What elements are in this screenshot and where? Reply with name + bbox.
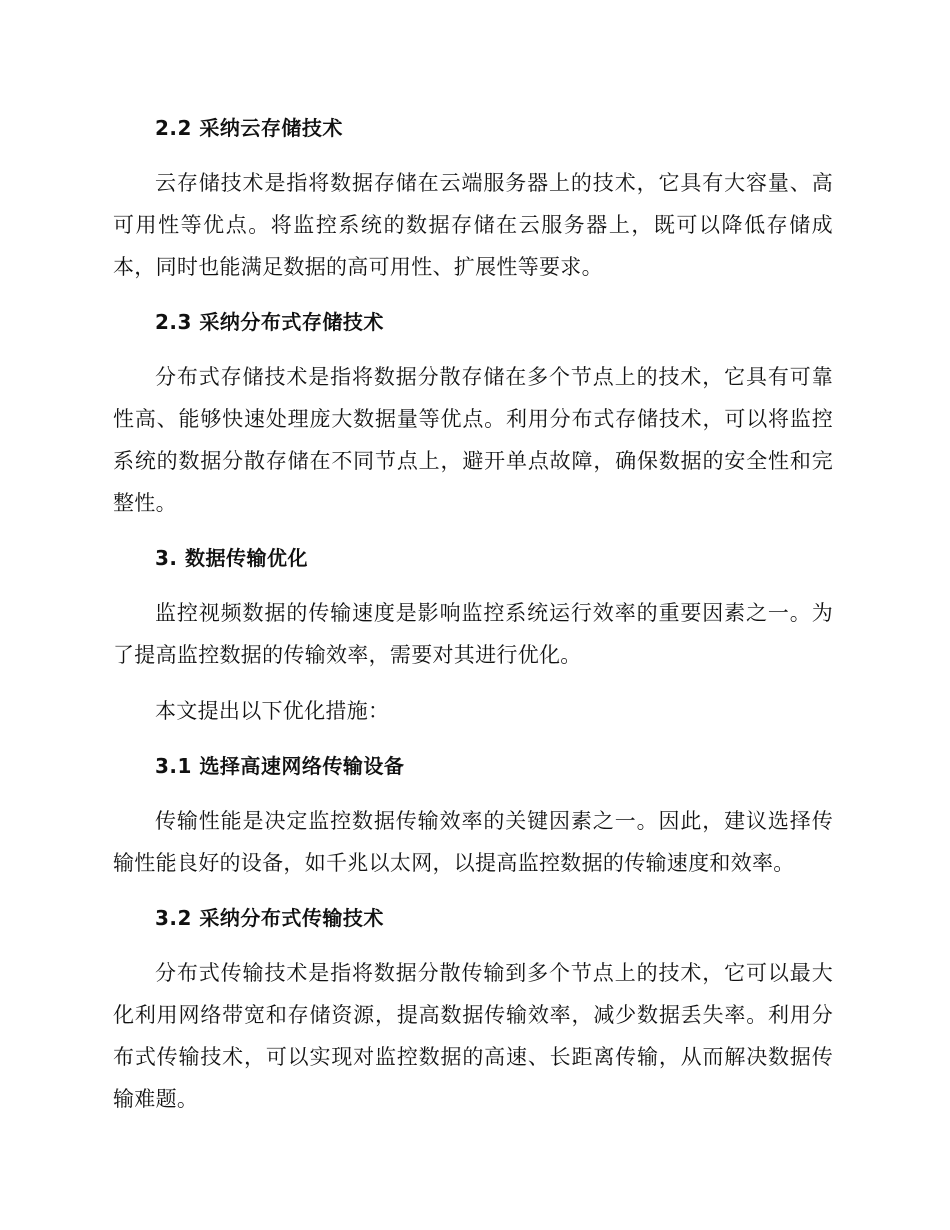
paragraph-distributed-storage: 分布式存储技术是指将数据分散存储在多个节点上的技术，它具有可靠性高、能够快速处理庞大数据量等优点。利用分布式存储技术，可以将监控系统的数据分散存储在不同节点上，避开单点故障，确保数据的安全性和完整性。: [113, 365, 833, 515]
paragraph-cloud-storage: 云存储技术是指将数据存储在云端服务器上的技术，它具有大容量、高可用性等优点。将监控系统的数据存储在云服务器上，既可以降低存储成本，同时也能满足数据的高可用性、扩展性等要求。: [113, 171, 833, 279]
document-body: [113, 108, 833, 1134]
paragraph-measures-intro: 本文提出以下优化措施：: [155, 699, 390, 723]
paragraph-transmission-intro: 监控视频数据的传输速度是影响监控系统运行效率的重要因素之一。为了提高监控数据的传输效率，需要对其进行优化。: [113, 601, 833, 667]
section-heading-2-2: 2.2 采纳云存储技术: [155, 116, 343, 140]
section-heading-3: 3. 数据传输优化: [155, 546, 308, 570]
section-heading-2-3: 2.3 采纳分布式存储技术: [155, 310, 384, 334]
section-heading-3-2: 3.2 采纳分布式传输技术: [155, 906, 384, 930]
paragraph-network-devices: 传输性能是决定监控数据传输效率的关键因素之一。因此，建议选择传输性能良好的设备，如千兆以太网，以提高监控数据的传输速度和效率。: [113, 809, 833, 875]
paragraph-distributed-transmission: 分布式传输技术是指将数据分散传输到多个节点上的技术，它可以最大化利用网络带宽和存储资源，提高数据传输效率，减少数据丢失率。利用分布式传输技术，可以实现对监控数据的高速、长距离传输，从而解决数据传输难题。: [113, 961, 833, 1111]
section-heading-3-1: 3.1 选择高速网络传输设备: [155, 754, 405, 778]
